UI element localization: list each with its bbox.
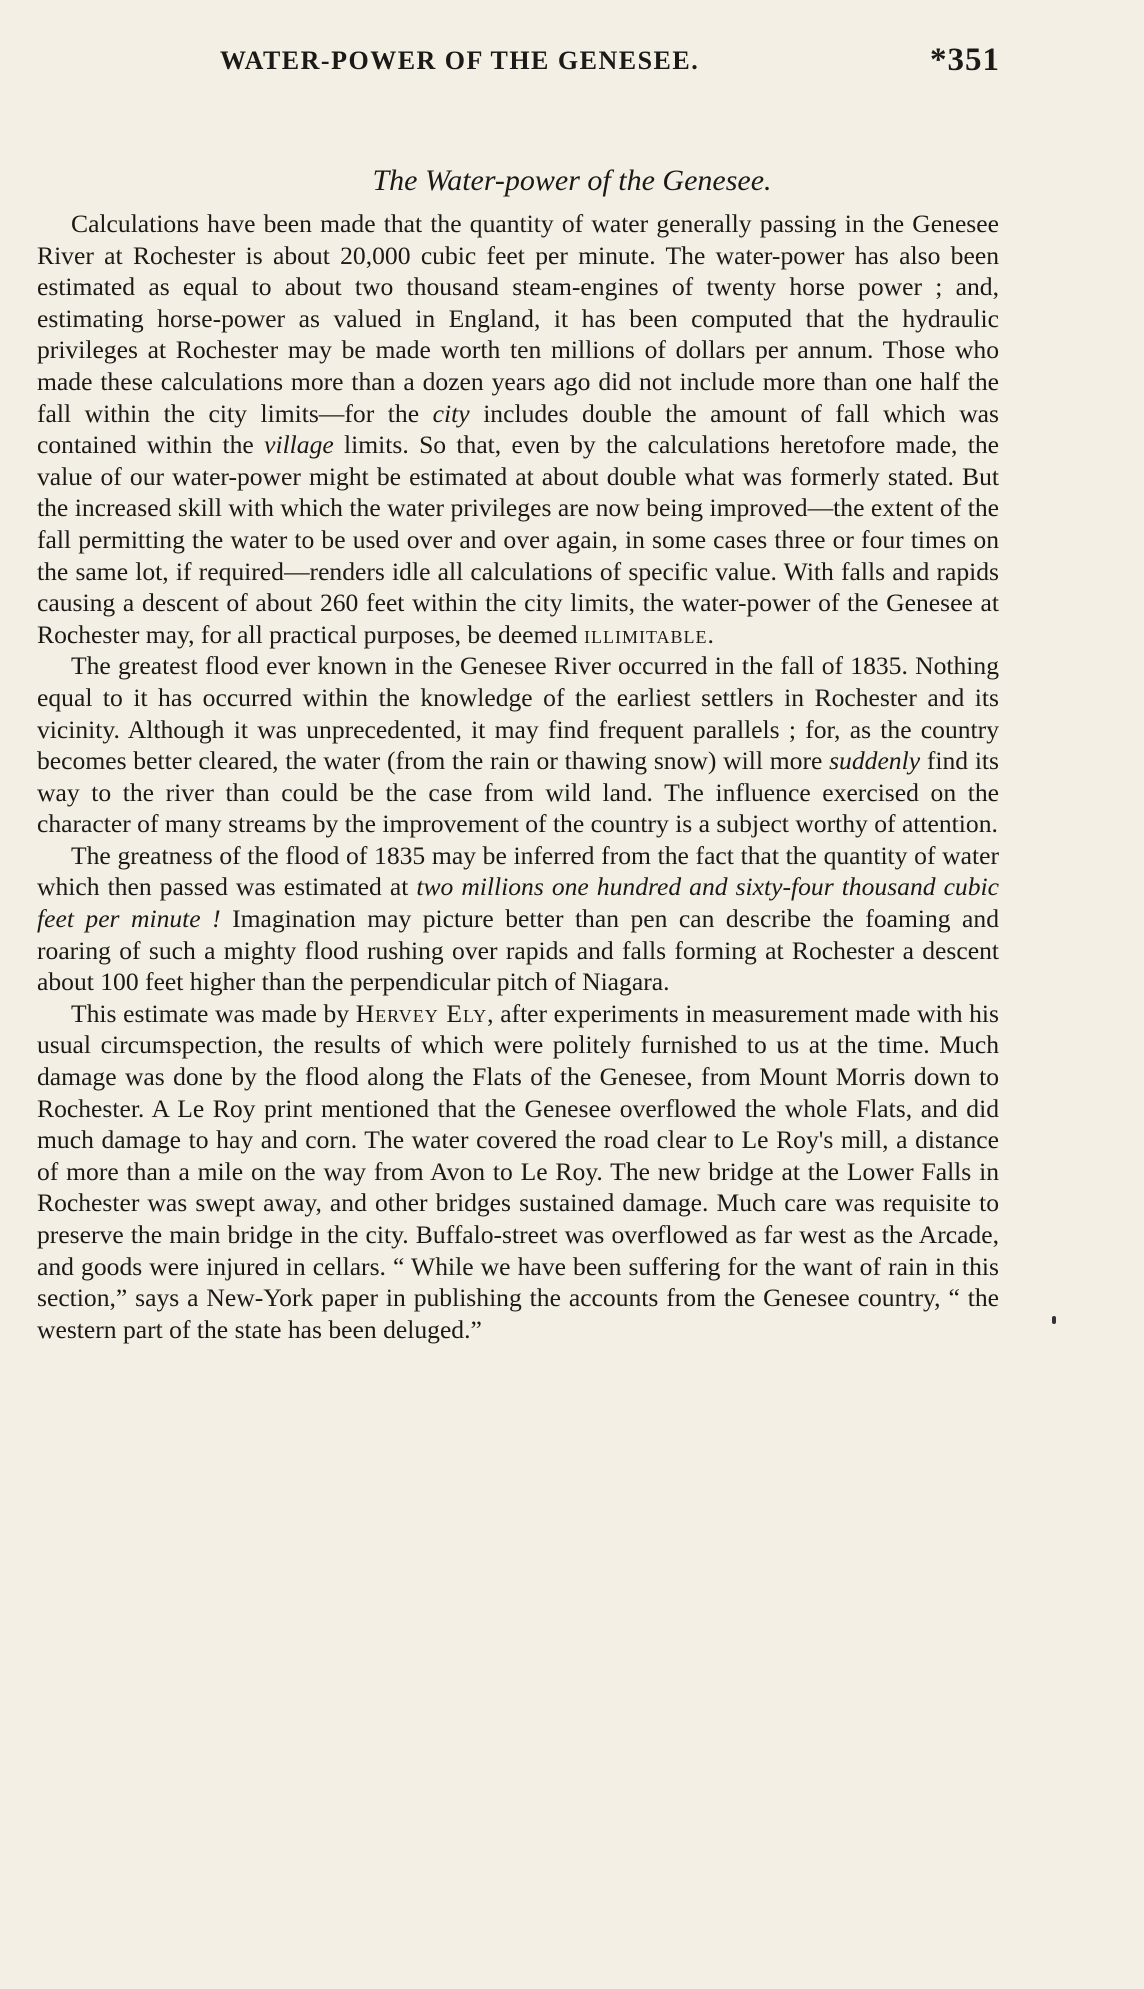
text-run: This estimate was made by: [71, 998, 356, 1028]
italic-word-suddenly: suddenly: [829, 746, 921, 776]
text-run: The greatness of the flood of 1835 may be inferred from the fact that the quantity of water which then passed was estimated at: [37, 840, 999, 902]
italic-word-city: city: [432, 398, 470, 428]
text-run: .: [707, 619, 714, 649]
paragraph-water-power-estimates: [37, 208, 999, 650]
text-run: Calculations have been made that the quantity of water generally passing in the Genesee River at Rochester is about 20,000 cubic feet per minute. The water-power has also been estimated as equal to about two thousand steam-engines of twenty horse power ; and, estimating horse-power as valued in England, it has been computed that the hydraulic privileges at Rochester may be made worth ten millions of dollars per annum. Those who made these calculations more than a dozen years ago did not include more than one half the fall within the city limits—for the: [37, 209, 999, 428]
italic-word-village: village: [264, 430, 334, 460]
small-caps-hervey-ely: Hervey Ely: [355, 998, 488, 1028]
article-body: [37, 208, 999, 1345]
section-title: The Water-power of the Genesee.: [372, 164, 772, 197]
text-run: find its way to the river than could be the case from wild land. The influence exercised on the character of many streams by the improvement of the country is a subject worthy of attention.: [37, 746, 1000, 839]
italic-flow-rate: two millions one hundred and sixty-four thousand cubic feet per minute !: [37, 872, 999, 934]
page-number: *351: [930, 42, 1000, 78]
text-run: limits. So that, even by the calculations heretofore made, the value of our water-power might be estimated at about double what was formerly stated. But the increased skill with which the water privileges are now being improved—the extent of the fall permitting the water to be used over and over again, in some cases three or four times on the same lot, if required—renders idle all calculations of specific value. With falls and rapids causing a descent of about 260 feet within the city limits, the water-power of the Genesee at Rochester may, for all practical purposes, be deemed: [37, 430, 999, 649]
running-head: WATER-POWER OF THE GENESEE.: [220, 46, 700, 75]
paragraph-flood-damage: [37, 998, 999, 1346]
text-run: The greatest flood ever known in the Genesee River occurred in the fall of 1835. Nothing equal to it has occurred within the knowledge of the earliest settlers in Rochester and its vicinity. Although it was unprecedented, it may find frequent parallels ; for, as the country becomes better cleared, the water (from the rain or thawing snow) will more: [37, 651, 999, 776]
ink-speck: [1052, 1316, 1056, 1324]
page-header: [210, 42, 1000, 82]
paragraph-flood-volume: [37, 840, 999, 998]
text-run: includes double the amount of fall which was contained within the: [37, 398, 999, 460]
paragraph-flood-of-1835: [37, 650, 999, 840]
small-caps-illimitable: illimitable: [583, 619, 708, 649]
text-run: , after experiments in measurement made with his usual circumspection, the results of which were politely furnished to us at the time. Much damage was done by the flood along the Flats of the Genesee, from Mount Morris down to Rochester. A Le Roy print mentioned that the Genesee overflowed the whole Flats, and did much damage to hay and corn. The water covered the road clear to Le Roy's mill, a distance of more than a mile on the way from Avon to Le Roy. The new bridge at the Lower Falls in Rochester was swept away, and other bridges sustained damage. Much care was requisite to preserve the main bridge in the city. Buffalo-street was overflowed as far west as the Arcade, and goods were injured in cellars. “ While we have been suffering for the want of rain in this section,” says a New-York paper in publishing the accounts from the Genesee country, “ the western part of the state has been deluged.”: [37, 998, 999, 1344]
text-run: Imagination may picture better than pen can describe the foaming and roaring of such a mighty flood rushing over rapids and falls forming at Rochester a descent about 100 feet higher than the perpendicular pitch of Niagara.: [37, 904, 999, 997]
